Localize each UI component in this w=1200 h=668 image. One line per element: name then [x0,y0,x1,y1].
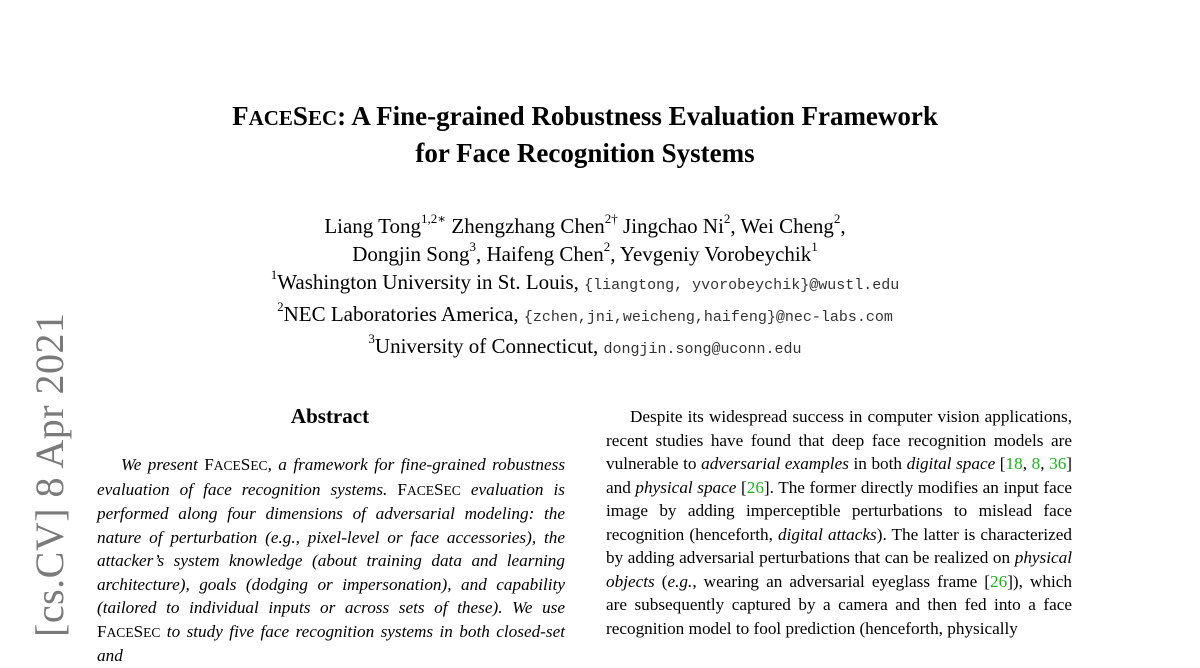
intro-emph-adversarial-examples: adversarial examples [701,454,849,473]
affiliation-3-email[interactable]: dongjin.song@uconn.edu [603,341,802,358]
facesec-F: F [204,455,214,474]
facesec-S: S [240,455,251,474]
intro-text: ]. The former directly modifies an input face image by adding imperceptible perturbations to mislead face recognition (henceforth, [606,477,1072,544]
affiliation-3-name: University of Connecticut, [374,334,604,358]
author-4-sup: 2 [833,211,841,226]
intro-text: [ [995,454,1006,473]
authors-line2 [180,240,990,268]
abstract-text [97,453,565,668]
facesec-F: F [97,621,107,641]
facesec-EC: EC [250,458,268,473]
intro-emph-physical-space: physical space [635,477,737,497]
author-7: , Yevgeniy Vorobeychik [610,242,812,266]
title-facesec-F: F [232,101,249,131]
facesec-ACE: ACE [213,458,241,473]
author-3: Jingchao Ni [617,214,724,238]
title-line2: for Face Recognition Systems [415,138,755,168]
intro-text: ( [654,571,668,591]
citation-link[interactable]: 8 [1031,454,1041,473]
affiliation-1 [180,268,990,300]
author-5: Dongjin Song [352,242,470,266]
abstract-part-4: to study [160,621,223,641]
facesec-ACE: ACE [406,482,434,498]
intro-text: [ [736,477,747,497]
citation-link[interactable]: 18 [1005,454,1023,473]
citation-link[interactable]: 26 [746,477,764,497]
introduction-paragraph [606,405,1072,640]
facesec-EC: EC [443,482,461,498]
facesec-S: S [433,479,444,499]
affiliation-3-sup: 3 [368,331,375,346]
citation-link[interactable]: 26 [990,571,1008,591]
facesec-S: S [133,621,144,641]
author-block [180,212,990,364]
abstract-part-2: , a framework for fine-grained robustness evaluation of face recognition systems. [97,455,566,499]
intro-text: ] and [606,454,1073,497]
affiliation-3 [180,332,990,364]
author-5-sup: 3 [469,239,476,254]
affiliation-1-email[interactable]: {liangtong, yvorobeychik}@wustl.edu [584,277,900,294]
intro-emph-physical-objects: physical objects [606,548,1072,591]
intro-text: , [1022,454,1032,473]
author-6-sup: 2 [603,239,611,254]
facesec-name [204,455,267,474]
affiliation-2 [180,300,990,332]
intro-text: recognition model to fool prediction (henceforth, physically [606,618,1018,638]
facesec-name [97,622,160,641]
intro-emph-eg: e.g. [667,571,693,591]
affiliation-2-name: NEC Laboratories America, [283,302,524,326]
intro-text: Despite its widespread success in computer vision applications, recent studies have found that deep face recognition models are vulnerable to [606,407,1072,473]
affiliation-1-name: Washington University in St. Louis, [277,270,585,294]
author-1: Liang Tong [324,214,422,238]
facesec-name [397,480,460,499]
intro-text: , [1040,454,1050,473]
author-4-comma: , [840,214,846,238]
facesec-EC: EC [143,624,161,640]
author-2-sup: 2† [604,211,618,226]
abstract-part-3: evaluation is performed along four dimensions of adversarial modeling: the nature of perturbation (e.g., pixel-level or face accessories), the attacker’s system knowledge (about training data and learning architecture), goals (dodging or impersonation), and capability (tailored to individual inputs or across sets of these). We use [97,479,565,617]
intro-emph-digital-space: digital space [906,454,996,473]
intro-text: in both [848,454,907,473]
author-1-sup: 1,2∗ [421,211,447,226]
authors-line1 [180,212,990,240]
title-facesec-S: S [292,101,308,131]
abstract-part-5: five face recognition systems in both closed-set and [97,621,565,665]
author-2: Zhengzhang Chen [446,214,605,238]
author-7-sup: 1 [811,239,818,254]
facesec-ACE: ACE [106,624,134,640]
author-3-sup: 2 [723,211,731,226]
author-4: , Wei Cheng [730,214,834,238]
intro-text: , wearing an adversarial eyeglass frame [ [692,571,990,591]
affiliation-2-sup: 2 [277,299,284,314]
intro-text: ). The latter is characterized by adding adversarial perturbations that can be realized on [606,524,1072,567]
intro-emph-digital-attacks: digital attacks [778,524,877,544]
author-6: , Haifeng Chen [475,242,604,266]
arxiv-stamp: [cs.CV] 8 Apr 2021 [27,312,72,637]
title-line1: : A Fine-grained Robustness Evaluation Framework [337,101,938,131]
abstract-heading: Abstract [290,404,370,428]
title-facesec-EC: EC [307,106,338,130]
affiliation-1-sup: 1 [270,267,278,282]
facesec-F: F [397,479,407,499]
intro-text: ]), which are subsequently captured by a camera and then fed into a face [606,571,1072,614]
affiliation-2-email[interactable]: {zchen,jni,weicheng,haifeng}@nec-labs.com [523,309,893,326]
citation-link[interactable]: 36 [1049,454,1067,473]
paper-title [180,99,990,171]
abstract-part-1: We present [121,455,205,474]
title-facesec-ACE: ACE [248,106,293,130]
